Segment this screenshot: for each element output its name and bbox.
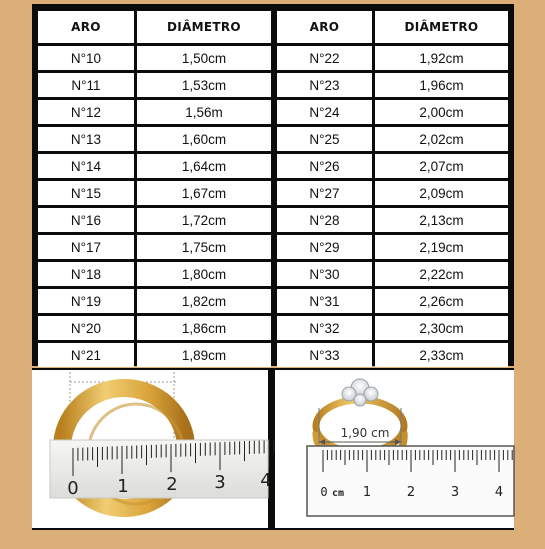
table-row — [38, 46, 508, 70]
cell-diametro-right: 2,07cm — [375, 154, 508, 178]
table-row — [38, 127, 508, 151]
header-diametro-left: DIÂMETRO — [137, 11, 271, 43]
cell-diametro-right: 2,30cm — [375, 316, 508, 340]
header-aro-left: ARO — [38, 11, 134, 43]
cell-diametro-left: 1,50cm — [137, 46, 271, 70]
ruler-number-0: 0 — [67, 478, 79, 499]
header-aro-right: ARO — [277, 11, 372, 43]
cell-aro-left: N°16 — [38, 208, 134, 232]
cell-diametro-right: 2,13cm — [375, 208, 508, 232]
cell-aro-left: N°20 — [38, 316, 134, 340]
ruler-zero: 0 — [320, 485, 328, 499]
cell-aro-right: N°32 — [277, 316, 372, 340]
ring-band-illustration — [32, 370, 272, 528]
ruler-number-1: 1 — [117, 476, 129, 497]
cell-aro-right: N°31 — [277, 289, 372, 313]
cell-aro-right: N°30 — [277, 262, 372, 286]
cell-diametro-left: 1,53cm — [137, 73, 271, 97]
cell-aro-left: N°18 — [38, 262, 134, 286]
cell-aro-left: N°13 — [38, 127, 134, 151]
cell-diametro-left: 1,72cm — [137, 208, 271, 232]
ruler-number-2: 2 — [406, 485, 416, 500]
cell-aro-left: N°19 — [38, 289, 134, 313]
cell-aro-right: N°25 — [277, 127, 372, 151]
cell-diametro-right: 2,00cm — [375, 100, 508, 124]
ring-size-table — [35, 8, 511, 370]
cell-aro-left: N°17 — [38, 235, 134, 259]
table-row — [38, 289, 508, 313]
cell-diametro-left: 1,60cm — [137, 127, 271, 151]
header-diametro-right: DIÂMETRO — [375, 11, 508, 43]
cell-aro-left: N°15 — [38, 181, 134, 205]
cell-diametro-right: 2,26cm — [375, 289, 508, 313]
cell-diametro-left: 1,86cm — [137, 316, 271, 340]
cell-diametro-left: 1,64cm — [137, 154, 271, 178]
cell-diametro-left: 1,89cm — [137, 343, 271, 367]
cell-diametro-left: 1,82cm — [137, 289, 271, 313]
cell-diametro-left: 1,67cm — [137, 181, 271, 205]
solitaire-ring-on-ruler-photo — [275, 370, 514, 528]
cell-aro-left: N°10 — [38, 46, 134, 70]
cell-aro-left: N°14 — [38, 154, 134, 178]
table-body — [38, 46, 508, 367]
cell-aro-right: N°22 — [277, 46, 372, 70]
table-row — [38, 343, 508, 367]
table-row — [38, 73, 508, 97]
cell-aro-right: N°29 — [277, 235, 372, 259]
ruler-number-3: 3 — [450, 485, 460, 500]
table-row — [38, 235, 508, 259]
table-row — [38, 262, 508, 286]
table-row — [38, 208, 508, 232]
cell-aro-left: N°11 — [38, 73, 134, 97]
size-table-panel — [32, 4, 514, 366]
ruler-number-4: 4 — [494, 485, 504, 500]
ring-on-ruler-photo — [32, 370, 272, 528]
cell-aro-right: N°26 — [277, 154, 372, 178]
cell-diametro-right: 2,33cm — [375, 343, 508, 367]
cell-diametro-left: 1,56m — [137, 100, 271, 124]
cell-aro-left: N°21 — [38, 343, 134, 367]
cell-diametro-left: 1,80cm — [137, 262, 271, 286]
cell-diametro-left: 1,75cm — [137, 235, 271, 259]
cell-diametro-right: 1,92cm — [375, 46, 508, 70]
solitaire-ring-illustration — [275, 370, 514, 528]
ruler-unit: cm — [331, 488, 345, 499]
table-row — [38, 154, 508, 178]
measurement-photos — [32, 368, 514, 530]
table-row — [38, 181, 508, 205]
cell-diametro-right: 2,22cm — [375, 262, 508, 286]
measurement-label: 1,90 cm — [340, 426, 390, 440]
cell-diametro-right: 2,02cm — [375, 127, 508, 151]
cell-aro-right: N°23 — [277, 73, 372, 97]
table-row — [38, 100, 508, 124]
cell-aro-right: N°28 — [277, 208, 372, 232]
cell-aro-right: N°27 — [277, 181, 372, 205]
cell-aro-right: N°33 — [277, 343, 372, 367]
table-row — [38, 316, 508, 340]
ruler-number-1: 1 — [362, 485, 372, 500]
table-header-row — [38, 11, 508, 43]
ruler-number-3: 3 — [214, 472, 226, 493]
cell-aro-right: N°24 — [277, 100, 372, 124]
ruler-number-4: 4 — [260, 470, 272, 491]
cell-diametro-right: 1,96cm — [375, 73, 508, 97]
cell-aro-left: N°12 — [38, 100, 134, 124]
cell-diametro-right: 2,19cm — [375, 235, 508, 259]
ruler-number-2: 2 — [166, 474, 178, 495]
cell-diametro-right: 2,09cm — [375, 181, 508, 205]
